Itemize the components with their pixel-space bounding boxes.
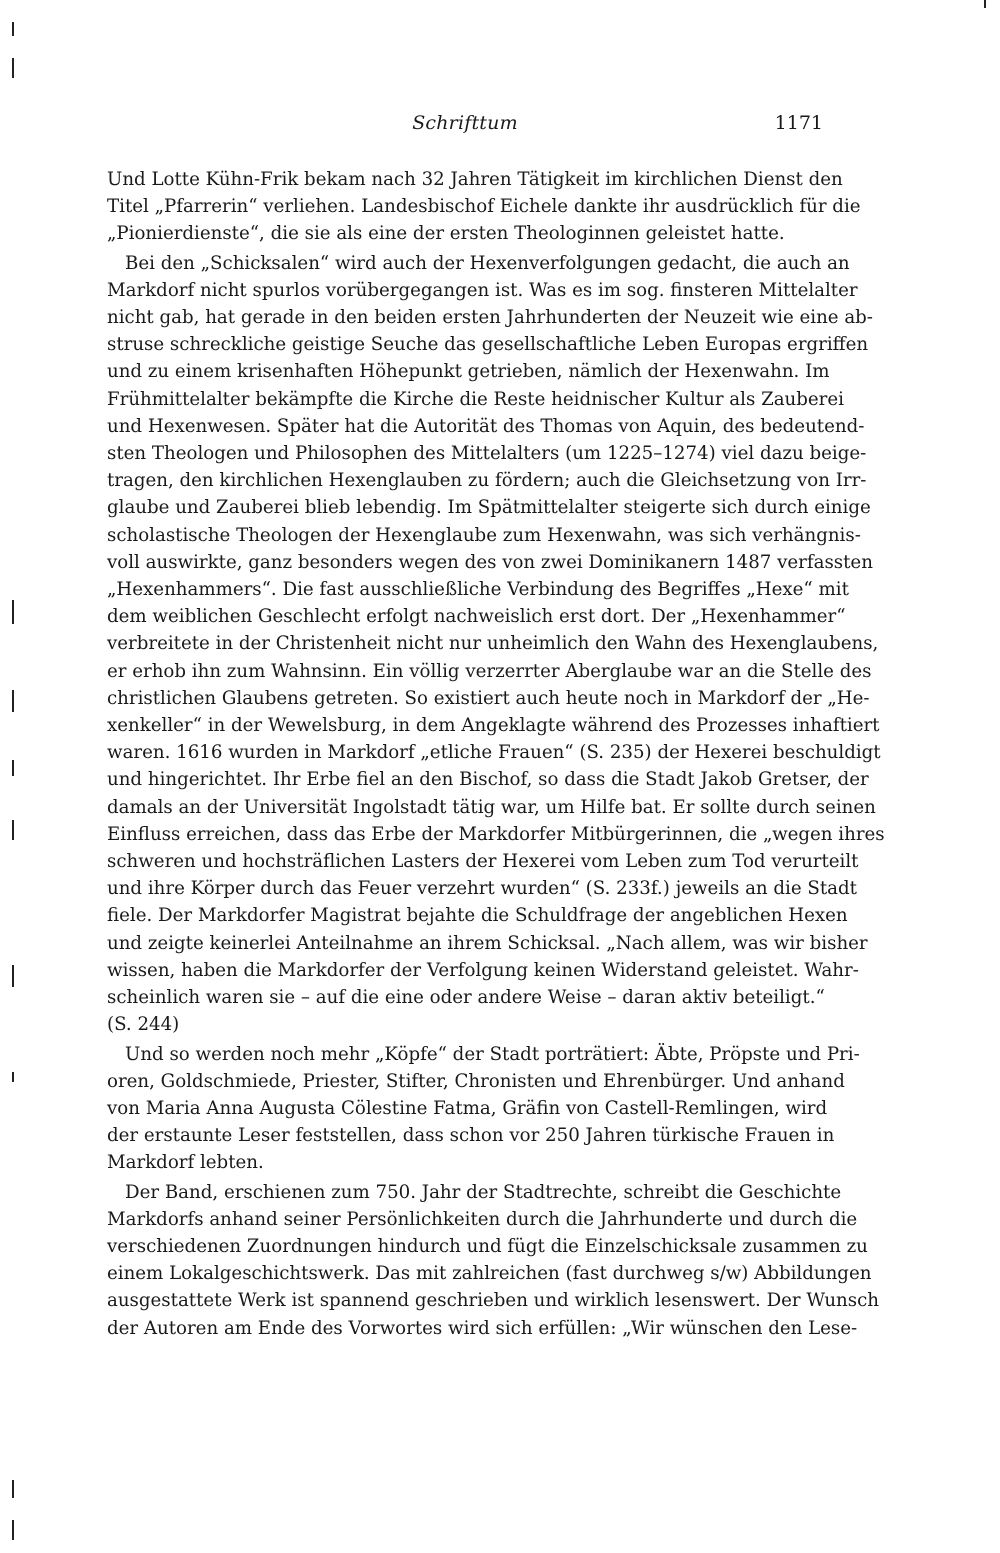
text-line: „Pionierdienste“, die sie als eine der ersten Theologinnen geleistet hatte. [107, 223, 785, 245]
text-line: der Autoren am Ende des Vorwortes wird sich erfüllen: „Wir wünschen den Lese- [107, 1317, 858, 1339]
text-line: (S. 244) [107, 1014, 180, 1036]
paragraph [107, 166, 861, 248]
text-line: Titel „Pfarrerin“ verliehen. Landesbischof Eichele dankte ihr ausdrücklich für die [107, 196, 861, 218]
text-line: waren. 1616 wurden in Markdorf „etliche Frauen“ (S. 235) der Hexerei beschuldigt [107, 742, 881, 764]
text-line: Markdorf nicht spurlos vorübergegangen ist. Was es im sog. finsteren Mittelalter [107, 279, 858, 301]
text-line: „Hexenhammers“. Die fast ausschließliche Verbindung des Begriffes „Hexe“ mit [107, 579, 849, 601]
text-line: er erhob ihn zum Wahnsinn. Ein völlig verzerrter Aberglaube war an die Stelle des [107, 660, 872, 682]
paragraph [107, 250, 885, 1039]
text-line: Frühmittelalter bekämpfte die Kirche die Reste heidnischer Kultur als Zauberei [107, 388, 844, 410]
paragraph [107, 1041, 860, 1177]
text-line: verschiedenen Zuordnungen hindurch und fügt die Einzelschicksale zusammen zu [107, 1235, 868, 1257]
text-line: der erstaunte Leser feststellen, dass schon vor 250 Jahren türkische Frauen in [107, 1125, 835, 1147]
text-line: tragen, den kirchlichen Hexenglauben zu fördern; auch die Gleichsetzung von Irr- [107, 470, 867, 492]
scan-artifact-mark [12, 820, 14, 840]
text-line: glaube und Zauberei blieb lebendig. Im Spätmittelalter steigerte sich durch einige [107, 497, 871, 519]
text-line: oren, Goldschmiede, Priester, Stifter, Chronisten und Ehrenbürger. Und anhand [107, 1070, 845, 1092]
scan-artifact-mark [12, 22, 14, 36]
text-line: scholastische Theologen der Hexenglaube zum Hexenwahn, was sich verhängnis- [107, 524, 861, 546]
scan-artifact-mark [12, 1072, 14, 1082]
text-line: verbreitete in der Christenheit nicht nur unheimlich den Wahn des Hexenglaubens, [107, 633, 879, 655]
text-line: struse schreckliche geistige Seuche das gesellschaftliche Leben Europas ergriffen [107, 334, 869, 356]
scan-artifact-mark [12, 600, 14, 624]
text-line: voll auswirkte, ganz besonders wegen des von zwei Dominikanern 1487 verfassten [107, 551, 873, 573]
scan-artifact-mark [984, 0, 986, 8]
text-line: schweren und hochsträflichen Lasters der Hexerei vom Leben zum Tod verurteilt [107, 851, 859, 873]
text-line: Bei den „Schicksalen“ wird auch der Hexenverfolgungen gedacht, die auch an [125, 252, 850, 274]
text-line: damals an der Universität Ingolstadt tätig war, um Hilfe bat. Er sollte durch seinen [107, 796, 876, 818]
scan-artifact-mark [12, 1480, 14, 1498]
text-line: von Maria Anna Augusta Cölestine Fatma, Gräfin von Castell-Remlingen, wird [107, 1097, 828, 1119]
text-line: Der Band, erschienen zum 750. Jahr der Stadtrechte, schreibt die Geschichte [125, 1181, 842, 1203]
text-line: und zeigte keinerlei Anteilnahme an ihrem Schicksal. „Nach allem, was wir bisher [107, 932, 868, 954]
text-line: und ihre Körper durch das Feuer verzehrt wurden“ (S. 233f.) jeweils an die Stadt [107, 878, 857, 900]
scan-artifact-mark [12, 690, 14, 712]
text-line: einem Lokalgeschichtswerk. Das mit zahlreichen (fast durchweg s/w) Abbildungen [107, 1263, 872, 1285]
text-line: dem weiblichen Geschlecht erfolgt nachweislich erst dort. Der „Hexenhammer“ [107, 606, 846, 628]
running-head: Schrifttum [412, 112, 518, 134]
text-line: Und Lotte Kühn-Frik bekam nach 32 Jahren Tätigkeit im kirchlichen Dienst den [107, 169, 843, 190]
text-line: wissen, haben die Markdorfer der Verfolgung keinen Widerstand geleistet. Wahr- [107, 959, 859, 981]
scan-artifact-mark [12, 58, 14, 78]
scan-artifact-mark [12, 760, 14, 776]
text-line: Markdorfs anhand seiner Persönlichkeiten durch die Jahrhunderte und durch die [107, 1208, 858, 1230]
text-line: ausgestattete Werk ist spannend geschrieben und wirklich lesenswert. Der Wunsch [107, 1290, 880, 1312]
text-line: nicht gab, hat gerade in den beiden ersten Jahrhunderten der Neuzeit wie eine ab- [107, 307, 873, 329]
text-line: und Hexenwesen. Später hat die Autorität des Thomas von Aquin, des bedeutend- [107, 415, 865, 437]
text-line: Und so werden noch mehr „Köpfe“ der Stadt porträtiert: Äbte, Pröpste und Pri- [125, 1043, 860, 1065]
paragraph [107, 1179, 880, 1342]
text-line: Markdorf lebten. [107, 1152, 264, 1174]
text-line: sten Theologen und Philosophen des Mittelalters (um 1225–1274) viel dazu beige- [107, 443, 867, 465]
text-line: fiele. Der Markdorfer Magistrat bejahte die Schuldfrage der angeblichen Hexen [107, 905, 848, 927]
page-header [107, 112, 823, 142]
text-line: und zu einem krisenhaften Höhepunkt getrieben, nämlich der Hexenwahn. Im [107, 361, 830, 383]
body-text [107, 166, 885, 1342]
text-line: xenkeller“ in der Wewelsburg, in dem Angeklagte während des Prozesses inhaftiert [107, 715, 880, 737]
text-line: Einfluss erreichen, dass das Erbe der Markdorfer Mitbürgerinnen, die „wegen ihres [107, 823, 885, 845]
scan-artifact-mark [12, 1520, 14, 1540]
text-line: und hingerichtet. Ihr Erbe fiel an den Bischof, so dass die Stadt Jakob Gretser, der [107, 769, 869, 791]
text-line: christlichen Glaubens getreten. So existiert auch heute noch in Markdorf der „He- [107, 687, 870, 709]
page-number: 1171 [774, 112, 823, 134]
text-line: scheinlich waren sie – auf die eine oder andere Weise – daran aktiv beteiligt.“ [107, 987, 825, 1009]
scan-artifact-mark [12, 965, 14, 987]
